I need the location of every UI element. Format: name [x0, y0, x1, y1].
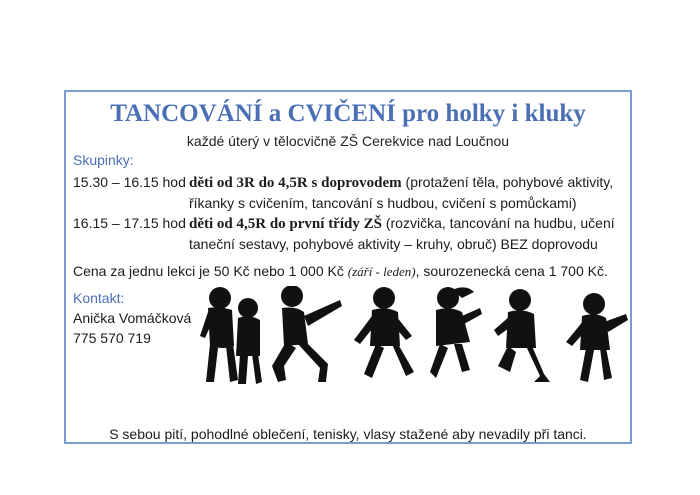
group-row	[73, 213, 624, 253]
group-time: 15.30 – 16.15 hod	[73, 174, 186, 190]
child-silhouette	[272, 286, 342, 382]
child-silhouette	[494, 289, 550, 382]
contact-phone: 775 570 719	[73, 330, 151, 346]
group-activities: (protažení těla, pohybové aktivity, říkanky s cvičením, tancování s hudbou, cvičení s pomůckami)	[189, 174, 614, 211]
child-silhouette	[566, 293, 628, 382]
price-info	[73, 263, 608, 280]
dancing-children-silhouettes	[200, 286, 630, 396]
group-description	[189, 172, 624, 213]
flyer	[64, 90, 632, 444]
contact-name: Anička Vomáčková	[73, 310, 192, 326]
group-time: 16.15 – 17.15 hod	[73, 215, 186, 231]
price-text: Cena za jednu lekci je 50 Kč nebo 1 000 Kč	[73, 263, 348, 279]
price-period: (září - leden)	[347, 264, 416, 279]
flyer-subtitle: každé úterý v tělocvičně ZŠ Cerekvice nad Loučnou	[186, 133, 510, 149]
group-activities: (rozvička, tancování na hudbu, učení taneční sestavy, pohybové aktivity – kruhy, obruč) BEZ doprovodu	[189, 215, 615, 252]
child-silhouette	[236, 298, 262, 384]
sibling-price: , sourozenecká cena 1 700 Kč.	[415, 263, 608, 279]
groups-heading: Skupinky:	[73, 152, 134, 168]
child-silhouette	[430, 287, 482, 378]
flyer-title: TANCOVÁNÍ a CVIČENÍ pro holky i kluky	[110, 100, 586, 127]
child-silhouette	[200, 287, 238, 382]
group-row	[73, 172, 624, 212]
child-silhouette	[354, 287, 414, 378]
group-description	[189, 213, 624, 254]
bring-along-note: S sebou pití, pohodlné oblečení, tenisky, vlasy stažené aby nevadily při tanci.	[109, 426, 587, 442]
group-age-range: děti od 3R do 4,5R s doprovodem	[189, 175, 402, 191]
contact-heading: Kontakt:	[73, 290, 125, 306]
group-age-range: děti od 4,5R do první třídy ZŠ	[189, 216, 382, 232]
